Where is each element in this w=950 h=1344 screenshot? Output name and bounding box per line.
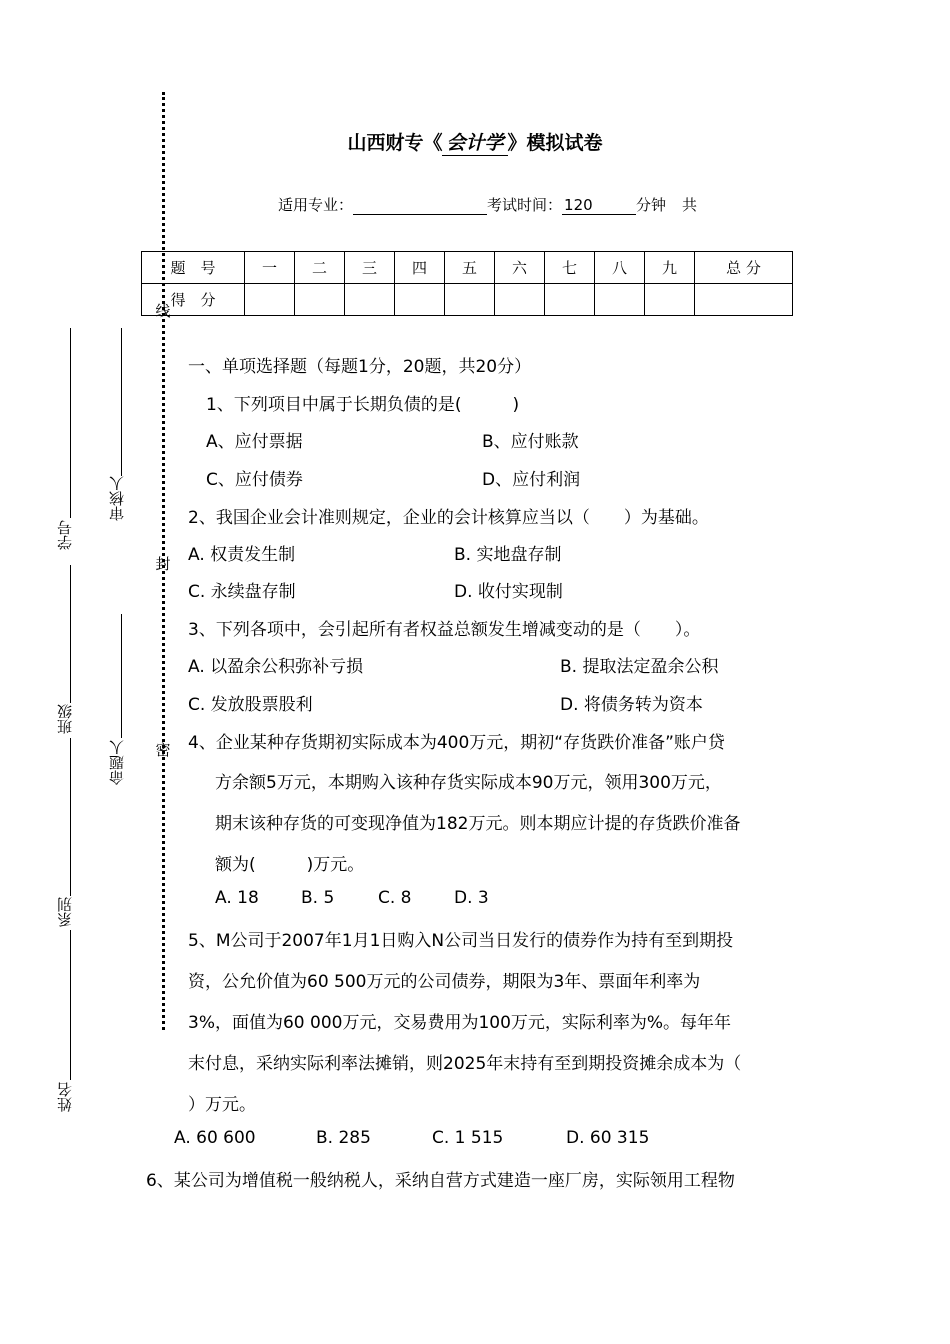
question-2-option-d: D. 收付实现制 xyxy=(454,582,563,602)
question-1-stem: 1、下列项目中属于长期负债的是( ) xyxy=(206,395,520,415)
question-3-stem: 3、下列各项中，会引起所有者权益总额发生增减变动的是（ ）。 xyxy=(188,620,701,640)
binding-mark-mi: 密 xyxy=(155,741,171,759)
question-2-option-a: A. 权责发生制 xyxy=(188,545,296,565)
author-blank xyxy=(121,614,122,738)
score-cell-7 xyxy=(545,284,595,316)
score-table-score-row xyxy=(142,284,793,316)
department-label: 系别 xyxy=(56,897,74,927)
major-label: 适用专业： xyxy=(278,196,354,214)
question-5-stem-line-3: 3%，面值为60 000万元，交易费用为100万元，实际利率为%。每年年 xyxy=(188,1013,732,1033)
total-score-label: 总 分 xyxy=(695,252,793,284)
question-4-stem-line-4: 额为( )万元。 xyxy=(215,855,365,875)
score-cell-6 xyxy=(495,284,545,316)
binding-mark-xian: 线 xyxy=(155,302,171,320)
score-cell-5 xyxy=(445,284,495,316)
time-unit: 分钟 xyxy=(636,196,667,214)
question-4-option-c: C. 8 xyxy=(378,888,412,908)
score-label: 得 分 xyxy=(142,284,245,316)
col-4: 四 xyxy=(395,252,445,284)
col-5: 五 xyxy=(445,252,495,284)
score-cell-8 xyxy=(595,284,645,316)
question-4-option-a: A. 18 xyxy=(215,888,259,908)
question-4-option-b: B. 5 xyxy=(301,888,335,908)
question-number-label: 题 号 xyxy=(142,252,245,284)
col-1: 一 xyxy=(245,252,295,284)
major-blank xyxy=(353,196,487,215)
score-cell-total xyxy=(695,284,793,316)
name-label: 姓名 xyxy=(56,1082,74,1112)
question-4-option-d: D. 3 xyxy=(454,888,489,908)
score-cell-4 xyxy=(395,284,445,316)
col-8: 八 xyxy=(595,252,645,284)
score-table-header-row xyxy=(142,252,793,284)
question-1-option-d: D、应付利润 xyxy=(482,470,581,490)
question-5-stem-line-1: 5、M公司于2007年1月1日购入N公司当日发行的债券作为持有至到期投 xyxy=(188,931,734,951)
question-5-option-a: A. 60 600 xyxy=(174,1128,256,1148)
score-cell-9 xyxy=(645,284,695,316)
col-7: 七 xyxy=(545,252,595,284)
col-6: 六 xyxy=(495,252,545,284)
reviewer-label: 审核人 xyxy=(108,476,126,521)
department-blank xyxy=(70,738,71,896)
score-cell-2 xyxy=(295,284,345,316)
total-label: 共 xyxy=(682,196,698,214)
question-3-option-a: A. 以盈余公积弥补亏损 xyxy=(188,657,364,677)
reviewer-blank xyxy=(121,328,122,476)
score-table xyxy=(141,251,793,316)
question-5-option-c: C. 1 515 xyxy=(432,1128,504,1148)
title-prefix: 山西财专《 xyxy=(347,132,443,154)
col-3: 三 xyxy=(345,252,395,284)
col-9: 九 xyxy=(645,252,695,284)
exam-meta xyxy=(278,194,697,215)
page-title xyxy=(0,128,950,156)
question-2-option-b: B. 实地盘存制 xyxy=(454,545,562,565)
score-cell-3 xyxy=(345,284,395,316)
question-5-stem-line-5: ）万元。 xyxy=(188,1095,256,1115)
title-suffix: 》模拟试卷 xyxy=(507,132,603,154)
author-label: 命题人 xyxy=(108,740,126,785)
student-id-blank xyxy=(70,328,71,518)
class-blank xyxy=(70,565,71,703)
class-label: 班级 xyxy=(56,704,74,734)
question-6-stem-line-1: 6、某公司为增值税一般纳税人，采纳自营方式建造一座厂房，实际领用工程物 xyxy=(146,1171,735,1191)
name-blank xyxy=(70,930,71,1080)
question-4-stem-line-3: 期末该种存货的可变现净值为182万元。则本期应计提的存货跌价准备 xyxy=(215,814,741,834)
question-2-option-c: C. 永续盘存制 xyxy=(188,582,296,602)
question-1-option-a: A、应付票据 xyxy=(206,432,303,452)
score-cell-1 xyxy=(245,284,295,316)
time-value: 120 xyxy=(562,196,636,215)
course-name: 会计学 xyxy=(442,128,507,156)
binding-mark-feng: 封 xyxy=(155,555,171,573)
col-2: 二 xyxy=(295,252,345,284)
question-5-option-b: B. 285 xyxy=(316,1128,371,1148)
question-2-stem: 2、我国企业会计准则规定，企业的会计核算应当以（ ）为基础。 xyxy=(188,508,709,528)
question-4-stem-line-1: 4、企业某种存货期初实际成本为400万元，期初“存货跌价准备”账户贷 xyxy=(188,733,725,753)
question-3-option-b: B. 提取法定盈余公积 xyxy=(560,657,719,677)
question-1-option-b: B、应付账款 xyxy=(482,432,579,452)
question-5-stem-line-2: 资，公允价值为60 500万元的公司债券，期限为3年、票面年利率为 xyxy=(188,972,701,992)
question-5-stem-line-4: 末付息，采纳实际利率法摊销，则2025年末持有至到期投资摊余成本为（ xyxy=(188,1054,742,1074)
question-1-option-c: C、应付债券 xyxy=(206,470,303,490)
question-3-option-c: C. 发放股票股利 xyxy=(188,695,313,715)
section-heading: 一、单项选择题（每题1分，20题，共20分） xyxy=(188,357,532,377)
question-4-stem-line-2: 方余额5万元，本期购入该种存货实际成本90万元，领用300万元， xyxy=(215,773,722,793)
student-id-label: 学号 xyxy=(56,520,74,550)
question-3-option-d: D. 将债务转为资本 xyxy=(560,695,703,715)
question-5-option-d: D. 60 315 xyxy=(566,1128,650,1148)
time-label: 考试时间： xyxy=(487,196,563,214)
